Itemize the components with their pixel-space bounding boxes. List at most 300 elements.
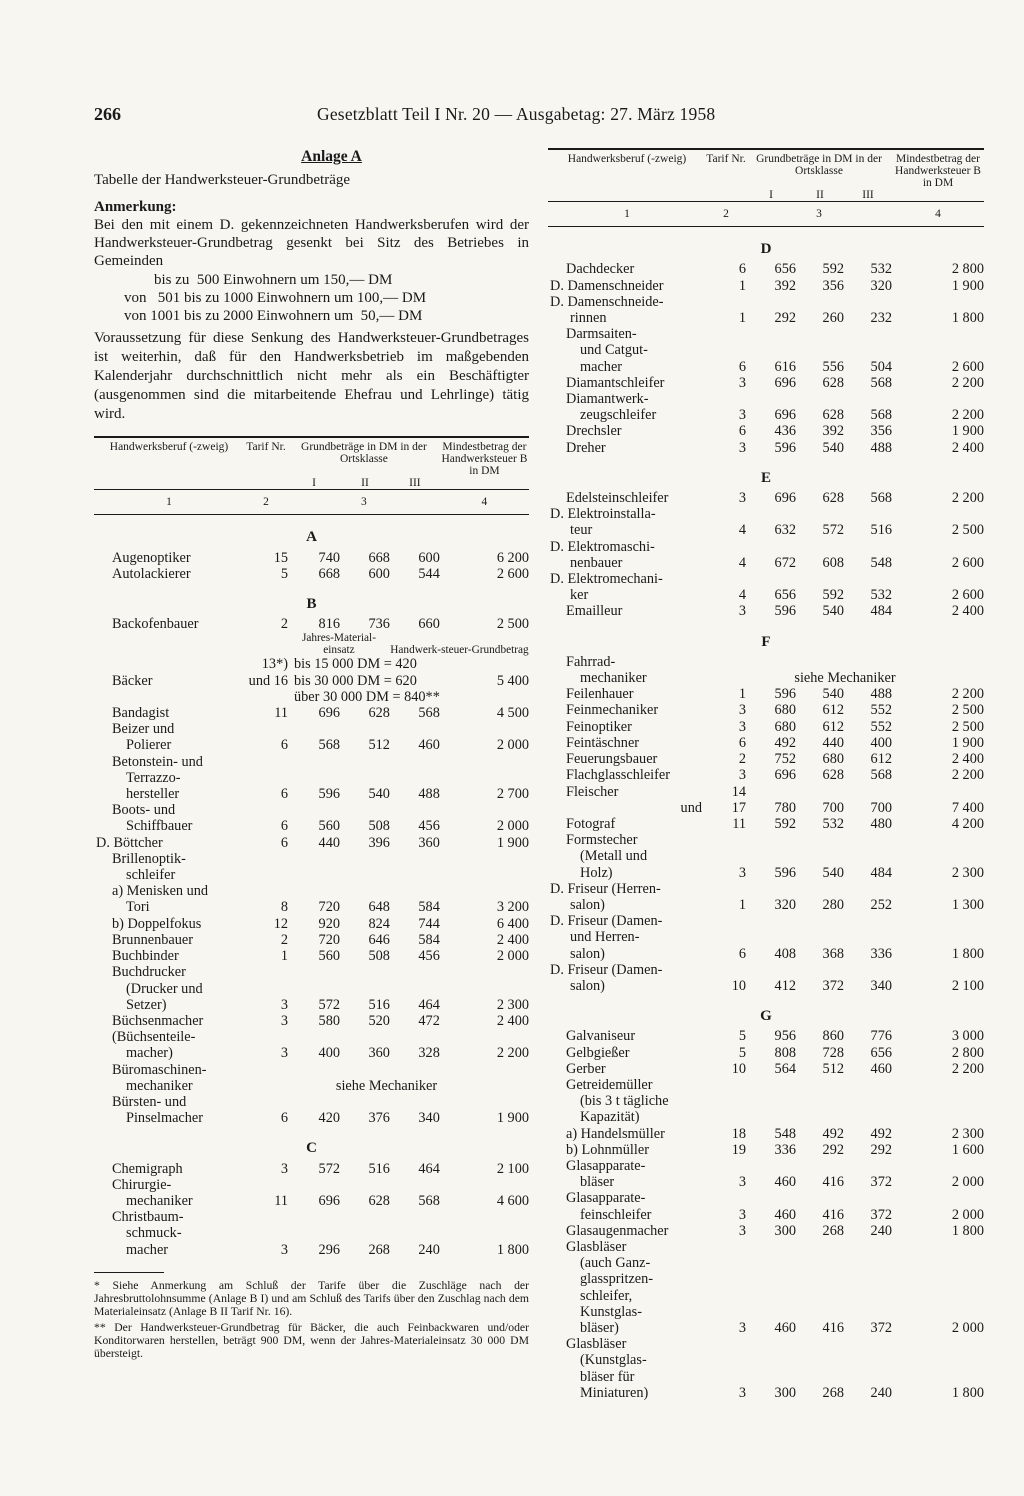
berufsname-line: Edelsteinschleifer: [566, 490, 669, 507]
berufsname: [94, 835, 244, 851]
table-row: [94, 802, 529, 834]
tarif-nr: 11: [732, 815, 746, 832]
grundbetrag-ok-iii: 360: [418, 834, 440, 851]
grundbetrag-ok-i: 592: [774, 815, 796, 832]
tarif-nr: 6: [738, 734, 746, 751]
grundbetrag-ok-iii: 488: [870, 439, 892, 456]
mindestbetrag: 1 800: [951, 1384, 984, 1401]
tarif-nr: [244, 689, 288, 705]
gazette-title: Gesetzblatt Teil I Nr. 20 — Ausgabetag: 27. März 1958: [317, 104, 716, 124]
table-row: [548, 1061, 984, 1077]
berufsname-line: Glasapparate-: [566, 1190, 646, 1207]
tarif-nr: 1: [738, 310, 746, 327]
berufsname-line: Terrazzo-: [126, 769, 181, 786]
tarif-nr: 3: [738, 439, 746, 456]
table-row: [94, 754, 529, 803]
grundbetrag-ok-i: 436: [774, 423, 796, 440]
berufsname: [94, 1013, 244, 1029]
berufsname-line: D. Böttcher: [96, 834, 163, 851]
table-row: [548, 1336, 984, 1401]
mindestbetrag: 6 400: [496, 915, 529, 932]
grundbetrag-ok-ii: 600: [368, 565, 390, 582]
berufsname-line: Kunstglas-: [580, 1303, 642, 1320]
berufsname-line: Fahrrad-: [566, 653, 616, 670]
column-number: 2: [244, 490, 288, 515]
berufsname-line: bläser: [580, 1174, 615, 1191]
berufsname-line: Glasaugenmacher: [566, 1222, 669, 1239]
mindestbetrag: 2 600: [951, 554, 984, 571]
grundbetrag-ok-ii: 728: [822, 1044, 844, 1061]
mindestbetrag: 2 400: [951, 603, 984, 620]
table-header-row: [94, 437, 529, 477]
berufsname-line: Pinselmacher: [126, 1110, 204, 1127]
berufsname: [548, 719, 706, 735]
berufsname-line: D. Damenschneide-: [550, 293, 664, 310]
mindestbetrag: 1 900: [951, 734, 984, 751]
tarif-nr: 3: [738, 1384, 746, 1401]
berufsname-line: Glasbläser: [566, 1336, 627, 1353]
berufsname: [94, 1161, 244, 1177]
table-row: [548, 326, 984, 375]
berufsname: [94, 1209, 244, 1258]
grundbetrag-ok-iii: 568: [870, 490, 892, 507]
table-row: [548, 735, 984, 751]
grundbetrag-ok-i: 580: [318, 1012, 340, 1029]
table-row: [94, 964, 529, 1013]
mindestbetrag: 2 300: [951, 864, 984, 881]
table-row: [548, 261, 984, 277]
grundbetrag-ok-ii: 508: [368, 948, 390, 965]
grundbetrag-ok-i: 696: [774, 767, 796, 784]
mindestbetrag: 2 000: [496, 948, 529, 965]
letter-row: [94, 515, 529, 550]
berufsname: [94, 1062, 244, 1094]
tarif-nr: 6: [280, 834, 288, 851]
limit-line: von 1001 bis zu 2000 Einwohnern um 50,— DM: [124, 308, 423, 325]
grundbetrag-ok-iii: 532: [870, 587, 892, 604]
table-row: [94, 1013, 529, 1029]
berufsname-line: mechaniker: [126, 1077, 193, 1094]
tarif-nr: 6: [280, 737, 288, 754]
grundbetrag-ok-i: 548: [774, 1125, 796, 1142]
grundbetrag-ok-iii: 464: [418, 996, 440, 1013]
berufsname-line: Augenoptiker: [112, 549, 191, 566]
baecker-material-header: Jahres-Material-einsatz: [301, 632, 376, 657]
grundbetrag-ok-iii: 568: [870, 407, 892, 424]
column-number: 1: [548, 202, 706, 227]
tarif-nr: 4: [738, 554, 746, 571]
mindestbetrag: 2 200: [951, 1060, 984, 1077]
table-row: [548, 816, 984, 832]
table-row: [548, 962, 984, 994]
berufsname-line: Gerber: [566, 1060, 606, 1077]
section-letter: A: [306, 529, 317, 546]
table-row: [94, 948, 529, 964]
grundbetrag-ok-iii: 568: [870, 767, 892, 784]
grundbetrag-ok-i: 720: [318, 931, 340, 948]
grundbetrag-ok-iii: 460: [870, 1060, 892, 1077]
grundbetrag-ok-ii: 396: [368, 834, 390, 851]
mindestbetrag: 2 800: [951, 261, 984, 278]
grundbetrag-ok-i: 740: [318, 549, 340, 566]
grundbetrag-ok-i: 560: [318, 948, 340, 965]
berufsname: [94, 656, 244, 672]
grundbetrag-ok-ii: 268: [368, 1241, 390, 1258]
berufsname-line: Galvaniseur: [566, 1028, 636, 1045]
tarif-nr: und 16: [248, 672, 288, 689]
grundbetrag-ok-ii: 416: [822, 1320, 844, 1336]
mindestbetrag: 2 300: [951, 1125, 984, 1142]
berufsname-line: Büchsenmacher: [112, 1012, 204, 1029]
table-row: [94, 851, 529, 883]
tarif-nr: 3: [280, 996, 288, 1013]
grundbetrag-ok-ii: 540: [822, 686, 844, 703]
grundbetrag-ok-iii: 488: [870, 686, 892, 703]
table-row: [548, 881, 984, 913]
berufsname: [94, 916, 244, 932]
berufsname: [548, 686, 706, 702]
tarif-nr: 6: [738, 423, 746, 440]
table-header-row: [548, 149, 984, 189]
berufsname-line: Feinmechaniker: [566, 702, 659, 719]
footnote-rule: [94, 1272, 164, 1273]
tarif-nr: 5: [280, 565, 288, 582]
berufsname-line: Feilenhauer: [566, 686, 634, 703]
grundbetrag-ok-iii: 660: [418, 616, 440, 633]
berufsname-line: Kapazität): [580, 1109, 640, 1126]
berufsname-line: b) Doppelfokus: [112, 915, 202, 932]
berufsname: Bäcker: [112, 672, 153, 689]
anmerkung-label: Anmerkung:: [94, 199, 177, 215]
grundbetrag-ok-ii: 512: [822, 1060, 844, 1077]
mindestbetrag: 1 900: [951, 277, 984, 294]
berufsname-line: Fotograf: [566, 815, 616, 832]
berufsname: [548, 1336, 706, 1401]
grundbetrag-ok-ii: 612: [822, 702, 844, 719]
grundbetrag-ok-iii: 456: [418, 818, 440, 835]
mindestbetrag: 2 000: [496, 737, 529, 754]
grundbetrag-ok-ii: 416: [822, 1206, 844, 1223]
grundbetrag-ok-i: 572: [318, 996, 340, 1013]
baecker-bracket-line: bis 30 000 DM = 620: [294, 672, 417, 689]
grundbetrag-ok-ii: 416: [822, 1174, 844, 1191]
tarif-nr: 6: [738, 261, 746, 278]
grundbetrag-ok-iii: 504: [870, 358, 892, 375]
population-limits: [94, 271, 529, 326]
header-ortsklasse: I: [312, 477, 316, 490]
berufsname-line: Gelbgießer: [566, 1044, 630, 1061]
berufsname: [548, 1158, 706, 1190]
berufsname-line: salon): [570, 896, 605, 913]
mindestbetrag: 2 400: [951, 751, 984, 768]
berufsname-line: Betonstein- und: [112, 753, 203, 770]
grundbetrag-ok-iii: 656: [870, 1044, 892, 1061]
berufsname: [548, 571, 706, 603]
column-number: 1: [94, 490, 244, 515]
berufsname: [94, 689, 244, 705]
tarif-nr: 6: [280, 818, 288, 835]
grundbetrag-ok-i: [746, 784, 796, 800]
tarif-nr: 5: [738, 1044, 746, 1061]
table-row: [548, 751, 984, 767]
berufsname: [548, 278, 706, 294]
berufsname-line: Formstecher: [566, 832, 638, 849]
grundbetrag-ok-ii: 540: [822, 864, 844, 881]
berufsname: [548, 539, 706, 571]
grundbetrag-ok-i: 596: [774, 603, 796, 620]
grundbetrag-ok-ii: 612: [822, 718, 844, 735]
berufsname-line: Polierer: [126, 737, 172, 754]
table-row: [548, 702, 984, 718]
grundbetrag-ok-ii: 668: [368, 549, 390, 566]
berufsname-line: bläser): [580, 1320, 619, 1336]
berufsname-line: Bandagist: [112, 705, 170, 722]
table-row: [94, 1094, 529, 1126]
berufsname-line: Miniaturen): [580, 1384, 649, 1401]
left-column: [94, 148, 529, 1364]
grundbetrag-ok-iii: 372: [870, 1206, 892, 1223]
grundbetrag-ok-ii: 592: [822, 261, 844, 278]
berufsname: [94, 1029, 244, 1061]
mindestbetrag: 1 800: [951, 945, 984, 962]
berufsname-line: Boots- und: [112, 802, 176, 819]
mindestbetrag: 2 500: [951, 522, 984, 539]
mindestbetrag: 2 100: [951, 977, 984, 994]
grundbetrag-ok-ii: 592: [822, 587, 844, 604]
mindestbetrag: 2 500: [496, 616, 529, 633]
grundbetrag-ok-iii: 776: [870, 1028, 892, 1045]
section-letter: E: [760, 469, 771, 486]
tarif-nr: 5: [738, 1028, 746, 1045]
tarif-nr: 3: [280, 1241, 288, 1258]
grundbetrag-ok-iii: 356: [870, 423, 892, 440]
table-row: [94, 656, 529, 672]
berufsname: [94, 705, 244, 721]
table-row: [548, 719, 984, 735]
mindestbetrag: 2 400: [951, 439, 984, 456]
tarif-nr: 18: [731, 1125, 746, 1142]
berufsname-line: und: [680, 799, 702, 816]
berufsname-line: und Herren-: [570, 929, 640, 946]
berufsname-line: Dachdecker: [566, 261, 635, 278]
grundbetrag-ok-i: 296: [318, 1241, 340, 1258]
table-row: [548, 440, 984, 456]
grundbetrag-ok-iii: 480: [870, 815, 892, 832]
mindestbetrag: [440, 656, 529, 672]
grundbetrag-ok-ii: 360: [368, 1045, 390, 1062]
page-header: [94, 104, 784, 134]
berufsname-line: (Kunstglas-: [580, 1352, 647, 1369]
grundbetrag-ok-i: 392: [774, 277, 796, 294]
berufsname-line: rinnen: [570, 310, 607, 327]
berufsname-line: Christbaum-: [112, 1209, 184, 1226]
berufsname: [94, 754, 244, 803]
berufsname-line: schleifer: [126, 867, 176, 884]
berufsname: [94, 616, 244, 632]
table-row: [94, 566, 529, 582]
grundbetrag-ok-i: 412: [774, 977, 796, 994]
grundbetrag-ok-i: 720: [318, 899, 340, 916]
grundbetrag-ok-i: 752: [774, 751, 796, 768]
grundbetrag-ok-i: 320: [774, 896, 796, 913]
grundbetrag-ok-ii: 628: [822, 490, 844, 507]
berufsname: [94, 802, 244, 834]
grundbetrag-ok-i: 400: [318, 1045, 340, 1062]
grundbetrag-ok-iii: 584: [418, 899, 440, 916]
grundbetrag-ok-iii: 464: [418, 1160, 440, 1177]
mindestbetrag: 2 000: [951, 1320, 984, 1336]
berufsname-line: feinschleifer: [580, 1206, 652, 1223]
berufsname: [548, 1223, 706, 1239]
page-number: 266: [94, 104, 121, 124]
berufsname: [94, 883, 244, 915]
table-row: [548, 506, 984, 538]
grundbetrag-ok-iii: 328: [418, 1045, 440, 1062]
grundbetrag-ok-ii: 680: [822, 751, 844, 768]
header-tarif: Tarif Nr.: [706, 149, 746, 189]
tarif-nr: 4: [738, 522, 746, 539]
grundbetrag-ok-i: 300: [774, 1222, 796, 1239]
tarif-nr: 6: [280, 1110, 288, 1127]
berufsname-line: Chemigraph: [112, 1160, 183, 1177]
mindestbetrag: 2 000: [951, 1206, 984, 1223]
berufsname: [548, 603, 706, 619]
berufsname: [548, 1126, 706, 1142]
table-row: [94, 1062, 529, 1094]
mindestbetrag: 2 700: [496, 786, 529, 803]
tarif-nr: 1: [738, 277, 746, 294]
berufsname-line: Bürsten- und: [112, 1093, 187, 1110]
berufsname-line: D. Friseur (Damen-: [550, 961, 663, 978]
table-row: [94, 916, 529, 932]
berufsname-line: bläser für: [580, 1368, 635, 1385]
table-row: [548, 571, 984, 603]
header-grundbetraege: Grundbeträge in DM in der Ortsklasse: [746, 149, 892, 189]
column-number: 4: [892, 202, 984, 227]
header-ortsklasse: III: [862, 189, 874, 201]
baecker-bracket-line: über 30 000 DM = 840**: [294, 688, 440, 705]
berufsname-line: Büromaschinen-: [112, 1061, 207, 1078]
baecker-bracket-line: bis 15 000 DM = 420: [294, 656, 417, 673]
mindestbetrag: 2 400: [496, 1012, 529, 1029]
table-row: [548, 1239, 984, 1336]
table-row: [548, 832, 984, 881]
footnotes: [94, 1279, 529, 1360]
grundbetrag-ok-ii: 700: [822, 799, 844, 816]
mindestbetrag: 2 200: [951, 374, 984, 391]
grundbetrag-ok-i: [288, 851, 340, 883]
mindestbetrag: 1 900: [951, 423, 984, 440]
tarif-nr: 19: [731, 1141, 746, 1158]
grundbetrag-ok-ii: 824: [368, 915, 390, 932]
grundbetrag-ok-iii: 456: [418, 948, 440, 965]
berufsname-line: salon): [570, 945, 605, 962]
grundbetrag-ok-ii: [340, 851, 390, 883]
grundbetrag-ok-i: 596: [774, 439, 796, 456]
berufsname: [548, 735, 706, 751]
table-row: [94, 550, 529, 566]
berufsname: [548, 767, 706, 783]
mindestbetrag: 2 600: [951, 587, 984, 604]
berufsname: [548, 1077, 706, 1126]
grundbetrag-ok-ii: 540: [822, 439, 844, 456]
grundbetrag-ok-i: 408: [774, 945, 796, 962]
tarif-nr: 3: [738, 1320, 746, 1336]
berufsname-line: D. Damenschneider: [550, 277, 664, 294]
berufsname-line: hersteller: [126, 786, 180, 803]
tarif-nr: 1: [280, 948, 288, 965]
table-row: [94, 1209, 529, 1258]
grundbetrag-ok-i: 596: [774, 686, 796, 703]
berufsname-line: a) Handelsmüller: [566, 1125, 665, 1142]
grundbetrag-ok-ii: 492: [822, 1125, 844, 1142]
mindestbetrag: 2 200: [951, 686, 984, 703]
table-row: [548, 686, 984, 702]
footnote-1: * Siehe Anmerkung am Schluß der Tarife über die Zuschläge nach der Jahresbruttolohnsumme (Anlage B I) und am Schluß des Tarifs über den Zuschlag nach dem Materialeinsatz (Anlage B II Tarif Nr. 16).: [94, 1278, 529, 1318]
berufsname-line: Backofenbauer: [112, 616, 199, 633]
berufsname: [94, 550, 244, 566]
column-number-row: [548, 202, 984, 227]
grundbetrag-ok-ii: 368: [822, 945, 844, 962]
table-row: [548, 1077, 984, 1126]
grundbetrag-ok-iii: 612: [870, 751, 892, 768]
grundbetrag-ok-iii: 516: [870, 522, 892, 539]
berufsname-line: Buchbinder: [112, 948, 179, 965]
grundbetrag-ok-ii: [796, 1077, 844, 1126]
berufsname-line: (bis 3 t tägliche: [580, 1093, 669, 1110]
berufsname-line: Buchdrucker: [112, 964, 186, 981]
berufsname-line: a) Menisken und: [112, 883, 209, 900]
grundbetrag-ok-iii: 552: [870, 702, 892, 719]
table-row: [548, 1028, 984, 1044]
grundbetrag-ok-i: 920: [318, 915, 340, 932]
berufsname-line: Flachglasschleifer: [566, 767, 671, 784]
berufsname-line: (Metall und: [580, 848, 648, 865]
tarif-nr: 11: [274, 1192, 288, 1209]
mindestbetrag: 6 200: [496, 549, 529, 566]
grundbetrag-ok-i: 616: [774, 358, 796, 375]
column-number-row: [94, 490, 529, 515]
grundbetrag-ok-i: 596: [318, 786, 340, 803]
mindestbetrag: 2 400: [496, 931, 529, 948]
berufsname: [548, 440, 706, 456]
table-row: [548, 913, 984, 962]
berufsname-line: salon): [570, 977, 605, 994]
grundbetrag-ok-ii: 628: [822, 407, 844, 424]
table-row: [94, 1177, 529, 1209]
tarif-nr: 6: [280, 786, 288, 803]
berufsname: [548, 1190, 706, 1222]
table-row: [548, 1045, 984, 1061]
grundbetrag-ok-ii: 440: [822, 734, 844, 751]
grundbetrag-ok-ii: 572: [822, 522, 844, 539]
table-row: [548, 654, 984, 686]
berufsname: [548, 784, 706, 800]
letter-row: [548, 456, 984, 490]
table-row: [548, 800, 984, 816]
grundbetrag-ok-ii: [796, 784, 844, 800]
grundbetrag-ok-iii: 484: [870, 864, 892, 881]
table-row: [548, 784, 984, 800]
mindestbetrag: 2 300: [496, 996, 529, 1013]
grundbetrag-ok-ii: 280: [822, 896, 844, 913]
berufsname: [548, 1045, 706, 1061]
berufsname-line: Diamantschleifer: [566, 374, 665, 391]
grundbetrag-ok-ii: 392: [822, 423, 844, 440]
grundbetrag-ok-i: 656: [774, 587, 796, 604]
column-number: 3: [746, 202, 892, 227]
table-subtitle: Tabelle der Handwerksteuer-Grundbeträge: [94, 172, 351, 188]
